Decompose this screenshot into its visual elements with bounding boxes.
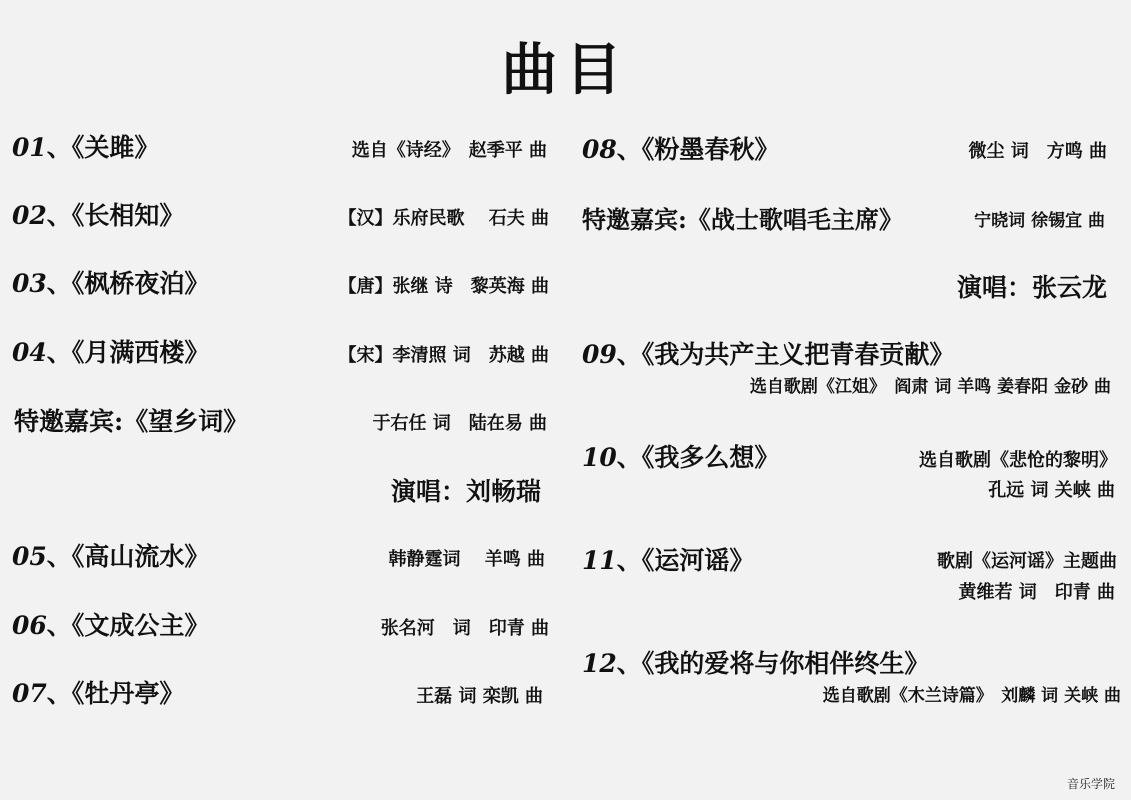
- song-name: 《我的爱将与你相伴终生》: [641, 649, 930, 678]
- song-number: 01: [12, 133, 47, 162]
- separator: 、: [46, 338, 72, 367]
- song-title-06: [12, 606, 209, 642]
- song-title-07: [12, 674, 184, 710]
- song-title-11: [582, 541, 754, 577]
- separator: 、: [46, 201, 72, 230]
- song-title-02: [12, 196, 184, 232]
- song-name: 《我为共产主义把青春贡献》: [641, 340, 955, 369]
- song-number: 08: [582, 135, 617, 164]
- song-credit-12: 选自歌剧《木兰诗篇》 刘麟 词 关峡 曲: [822, 686, 1121, 706]
- song-credit-11-line1: 歌剧《运河谣》主题曲: [937, 551, 1117, 572]
- song-name: 《高山流水》: [71, 542, 210, 571]
- separator: 、: [46, 133, 72, 162]
- song-credit-11-line2: 黄维若 词 印青 曲: [958, 582, 1115, 603]
- guest-title-left: 特邀嘉宾:《望乡词》: [14, 407, 249, 436]
- song-title-03: [12, 264, 209, 300]
- song-name: 《关雎》: [71, 133, 160, 162]
- song-name: 《文成公主》: [71, 611, 210, 640]
- song-title-09: [582, 335, 954, 371]
- song-credit-10-line2: 孔远 词 关峡 曲: [988, 480, 1115, 501]
- separator: 、: [616, 546, 642, 575]
- song-number: 09: [582, 340, 617, 369]
- separator: 、: [616, 340, 642, 369]
- separator: 、: [46, 679, 72, 708]
- song-number: 03: [12, 269, 47, 298]
- song-name: 《粉墨春秋》: [641, 135, 780, 164]
- separator: 、: [616, 443, 642, 472]
- song-credit-05: 韩静霆词 羊鸣 曲: [388, 549, 545, 570]
- song-title-05: [12, 537, 209, 573]
- song-title-01: [12, 128, 159, 164]
- guest-title-right: 特邀嘉宾:《战士歌唱毛主席》: [582, 205, 903, 234]
- song-credit-08: 微尘 词 方鸣 曲: [968, 141, 1107, 162]
- song-name: 《长相知》: [71, 201, 185, 230]
- separator: 、: [46, 611, 72, 640]
- song-name: 《枫桥夜泊》: [71, 269, 210, 298]
- song-title-12: [582, 644, 929, 680]
- separator: 、: [46, 269, 72, 298]
- separator: 、: [46, 542, 72, 571]
- song-credit-09: 选自歌剧《江姐》 阎肃 词 羊鸣 姜春阳 金砂 曲: [749, 377, 1111, 397]
- page-title: 曲目: [501, 37, 630, 103]
- song-number: 05: [12, 542, 47, 571]
- song-credit-04: 【宋】李清照 词 苏越 曲: [338, 345, 549, 366]
- song-credit-06: 张名河 词 印青 曲: [380, 618, 549, 639]
- song-title-04: [12, 333, 209, 369]
- separator: 、: [616, 135, 642, 164]
- song-number: 06: [12, 611, 47, 640]
- song-credit-01: 选自《诗经》 赵季平 曲: [351, 140, 547, 161]
- guest-credit-right: 宁晓词 徐锡宜 曲: [974, 211, 1105, 231]
- song-credit-03: 【唐】张继 诗 黎英海 曲: [338, 276, 549, 297]
- song-number: 04: [12, 338, 47, 367]
- singer-right: 演唱：张云龙: [956, 273, 1107, 302]
- song-number: 12: [582, 649, 617, 678]
- watermark: 音乐学院: [1066, 777, 1115, 791]
- song-name: 《运河谣》: [641, 546, 755, 575]
- song-number: 10: [582, 443, 617, 472]
- guest-credit-left: 于右任 词 陆在易 曲: [372, 413, 547, 434]
- song-title-10: [582, 438, 779, 474]
- song-credit-02: 【汉】乐府民歌 石夫 曲: [338, 208, 549, 229]
- song-name: 《我多么想》: [641, 443, 780, 472]
- song-number: 02: [12, 201, 47, 230]
- song-credit-10-line1: 选自歌剧《悲怆的黎明》: [919, 450, 1117, 471]
- song-name: 《月满西楼》: [71, 338, 210, 367]
- separator: 、: [616, 649, 642, 678]
- singer-left: 演唱：刘畅瑞: [390, 477, 541, 506]
- song-number: 11: [582, 546, 617, 575]
- song-title-08: [582, 130, 779, 166]
- song-number: 07: [12, 679, 47, 708]
- song-name: 《牡丹亭》: [71, 679, 185, 708]
- song-credit-07: 王磊 词 栾凯 曲: [416, 686, 543, 707]
